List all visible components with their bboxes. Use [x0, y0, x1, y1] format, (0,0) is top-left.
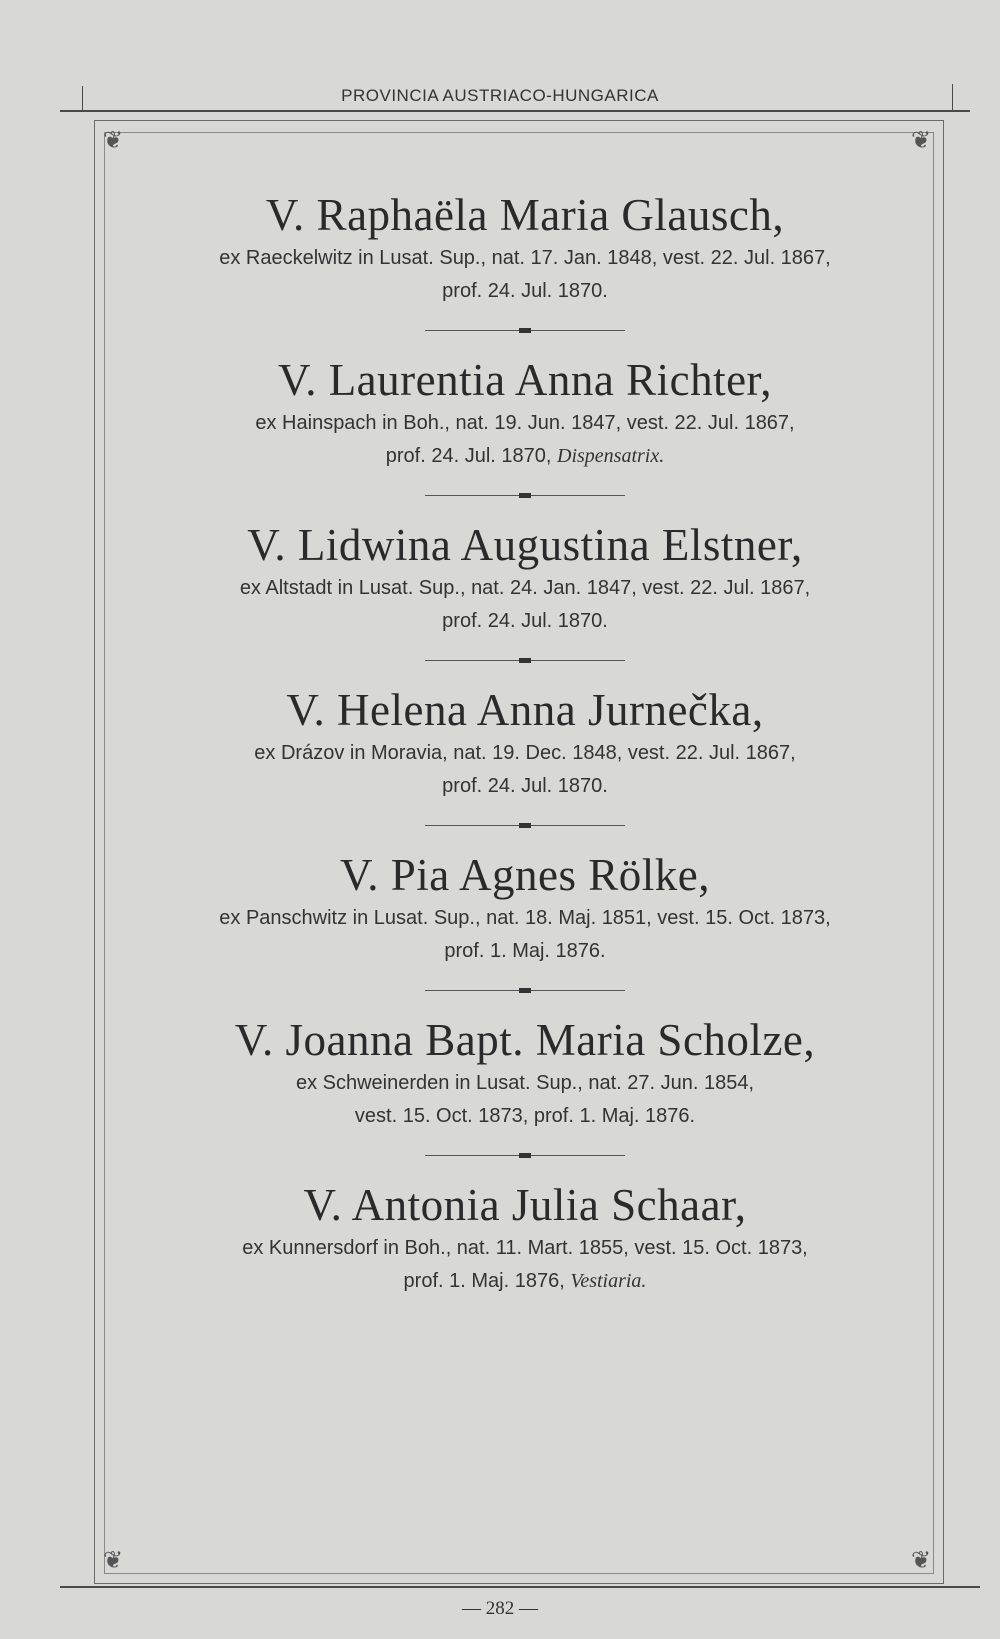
list-item: [130, 848, 920, 968]
entry-origin-line: ex Altstadt in Lusat. Sup., nat. 24. Jan. 1847, vest. 22. Jul. 1867,: [239, 577, 811, 599]
header-left-tick: [82, 86, 83, 112]
entry-name: V. Helena Anna Jurnečka,: [286, 685, 764, 735]
entry-name: V. Laurentia Anna Richter,: [278, 355, 772, 405]
entry-origin-line: ex Kunnersdorf in Boh., nat. 11. Mart. 1855, vest. 15. Oct. 1873,: [242, 1237, 808, 1259]
entry-origin-line: ex Schweinerden in Lusat. Sup., nat. 27. Jun. 1854,: [295, 1072, 755, 1094]
list-item: [130, 1013, 920, 1133]
entry-name: V. Raphaëla Maria Glausch,: [265, 190, 785, 240]
entry-profession-line: prof. 24. Jul. 1870.: [442, 775, 608, 797]
entries-list: [130, 188, 920, 1298]
entry-origin-line: ex Panschwitz in Lusat. Sup., nat. 18. Maj. 1851, vest. 15. Oct. 1873,: [219, 907, 831, 929]
entry-name: V. Joanna Bapt. Maria Scholze,: [234, 1015, 816, 1065]
corner-ornament-icon: ❦: [910, 128, 932, 154]
list-item: [130, 683, 920, 803]
entry-origin-line: ex Hainspach in Boh., nat. 19. Jun. 1847, vest. 22. Jul. 1867,: [255, 412, 795, 434]
separator-rule: [425, 495, 625, 496]
entry-profession-line: prof. 24. Jul. 1870.: [442, 610, 608, 632]
entry-name: V. Lidwina Augustina Elstner,: [247, 520, 803, 570]
entry-origin-line: ex Drázov in Moravia, nat. 19. Dec. 1848, vest. 22. Jul. 1867,: [254, 742, 796, 764]
separator-rule: [425, 330, 625, 331]
page-header: PROVINCIA AUSTRIACO-HUNGARICA: [341, 86, 659, 105]
header-right-tick: [952, 84, 953, 112]
entry-profession-line: prof. 24. Jul. 1870, Dispensatrix.: [385, 445, 665, 467]
list-item: [130, 518, 920, 638]
corner-ornament-icon: ❦: [102, 128, 124, 154]
corner-ornament-icon: ❦: [102, 1548, 124, 1574]
header-rule: [60, 110, 970, 112]
entry-profession-line: prof. 1. Maj. 1876.: [444, 940, 606, 962]
list-item: [130, 188, 920, 308]
separator-rule: [425, 990, 625, 991]
list-item: [130, 1178, 920, 1298]
entry-origin-line: ex Raeckelwitz in Lusat. Sup., nat. 17. Jan. 1848, vest. 22. Jul. 1867,: [219, 247, 831, 269]
entry-profession-line: prof. 1. Maj. 1876, Vestiaria.: [403, 1270, 647, 1292]
page-number: — 282 —: [462, 1598, 538, 1619]
list-item: [130, 353, 920, 473]
entry-profession-line: vest. 15. Oct. 1873, prof. 1. Maj. 1876.: [354, 1105, 696, 1127]
separator-rule: [425, 825, 625, 826]
entry-profession-line: prof. 24. Jul. 1870.: [442, 280, 608, 302]
separator-rule: [425, 1155, 625, 1156]
separator-rule: [425, 660, 625, 661]
entry-name: V. Pia Agnes Rölke,: [340, 850, 710, 900]
footer-rule: [60, 1586, 980, 1588]
entry-name: V. Antonia Julia Schaar,: [303, 1180, 747, 1230]
corner-ornament-icon: ❦: [910, 1548, 932, 1574]
